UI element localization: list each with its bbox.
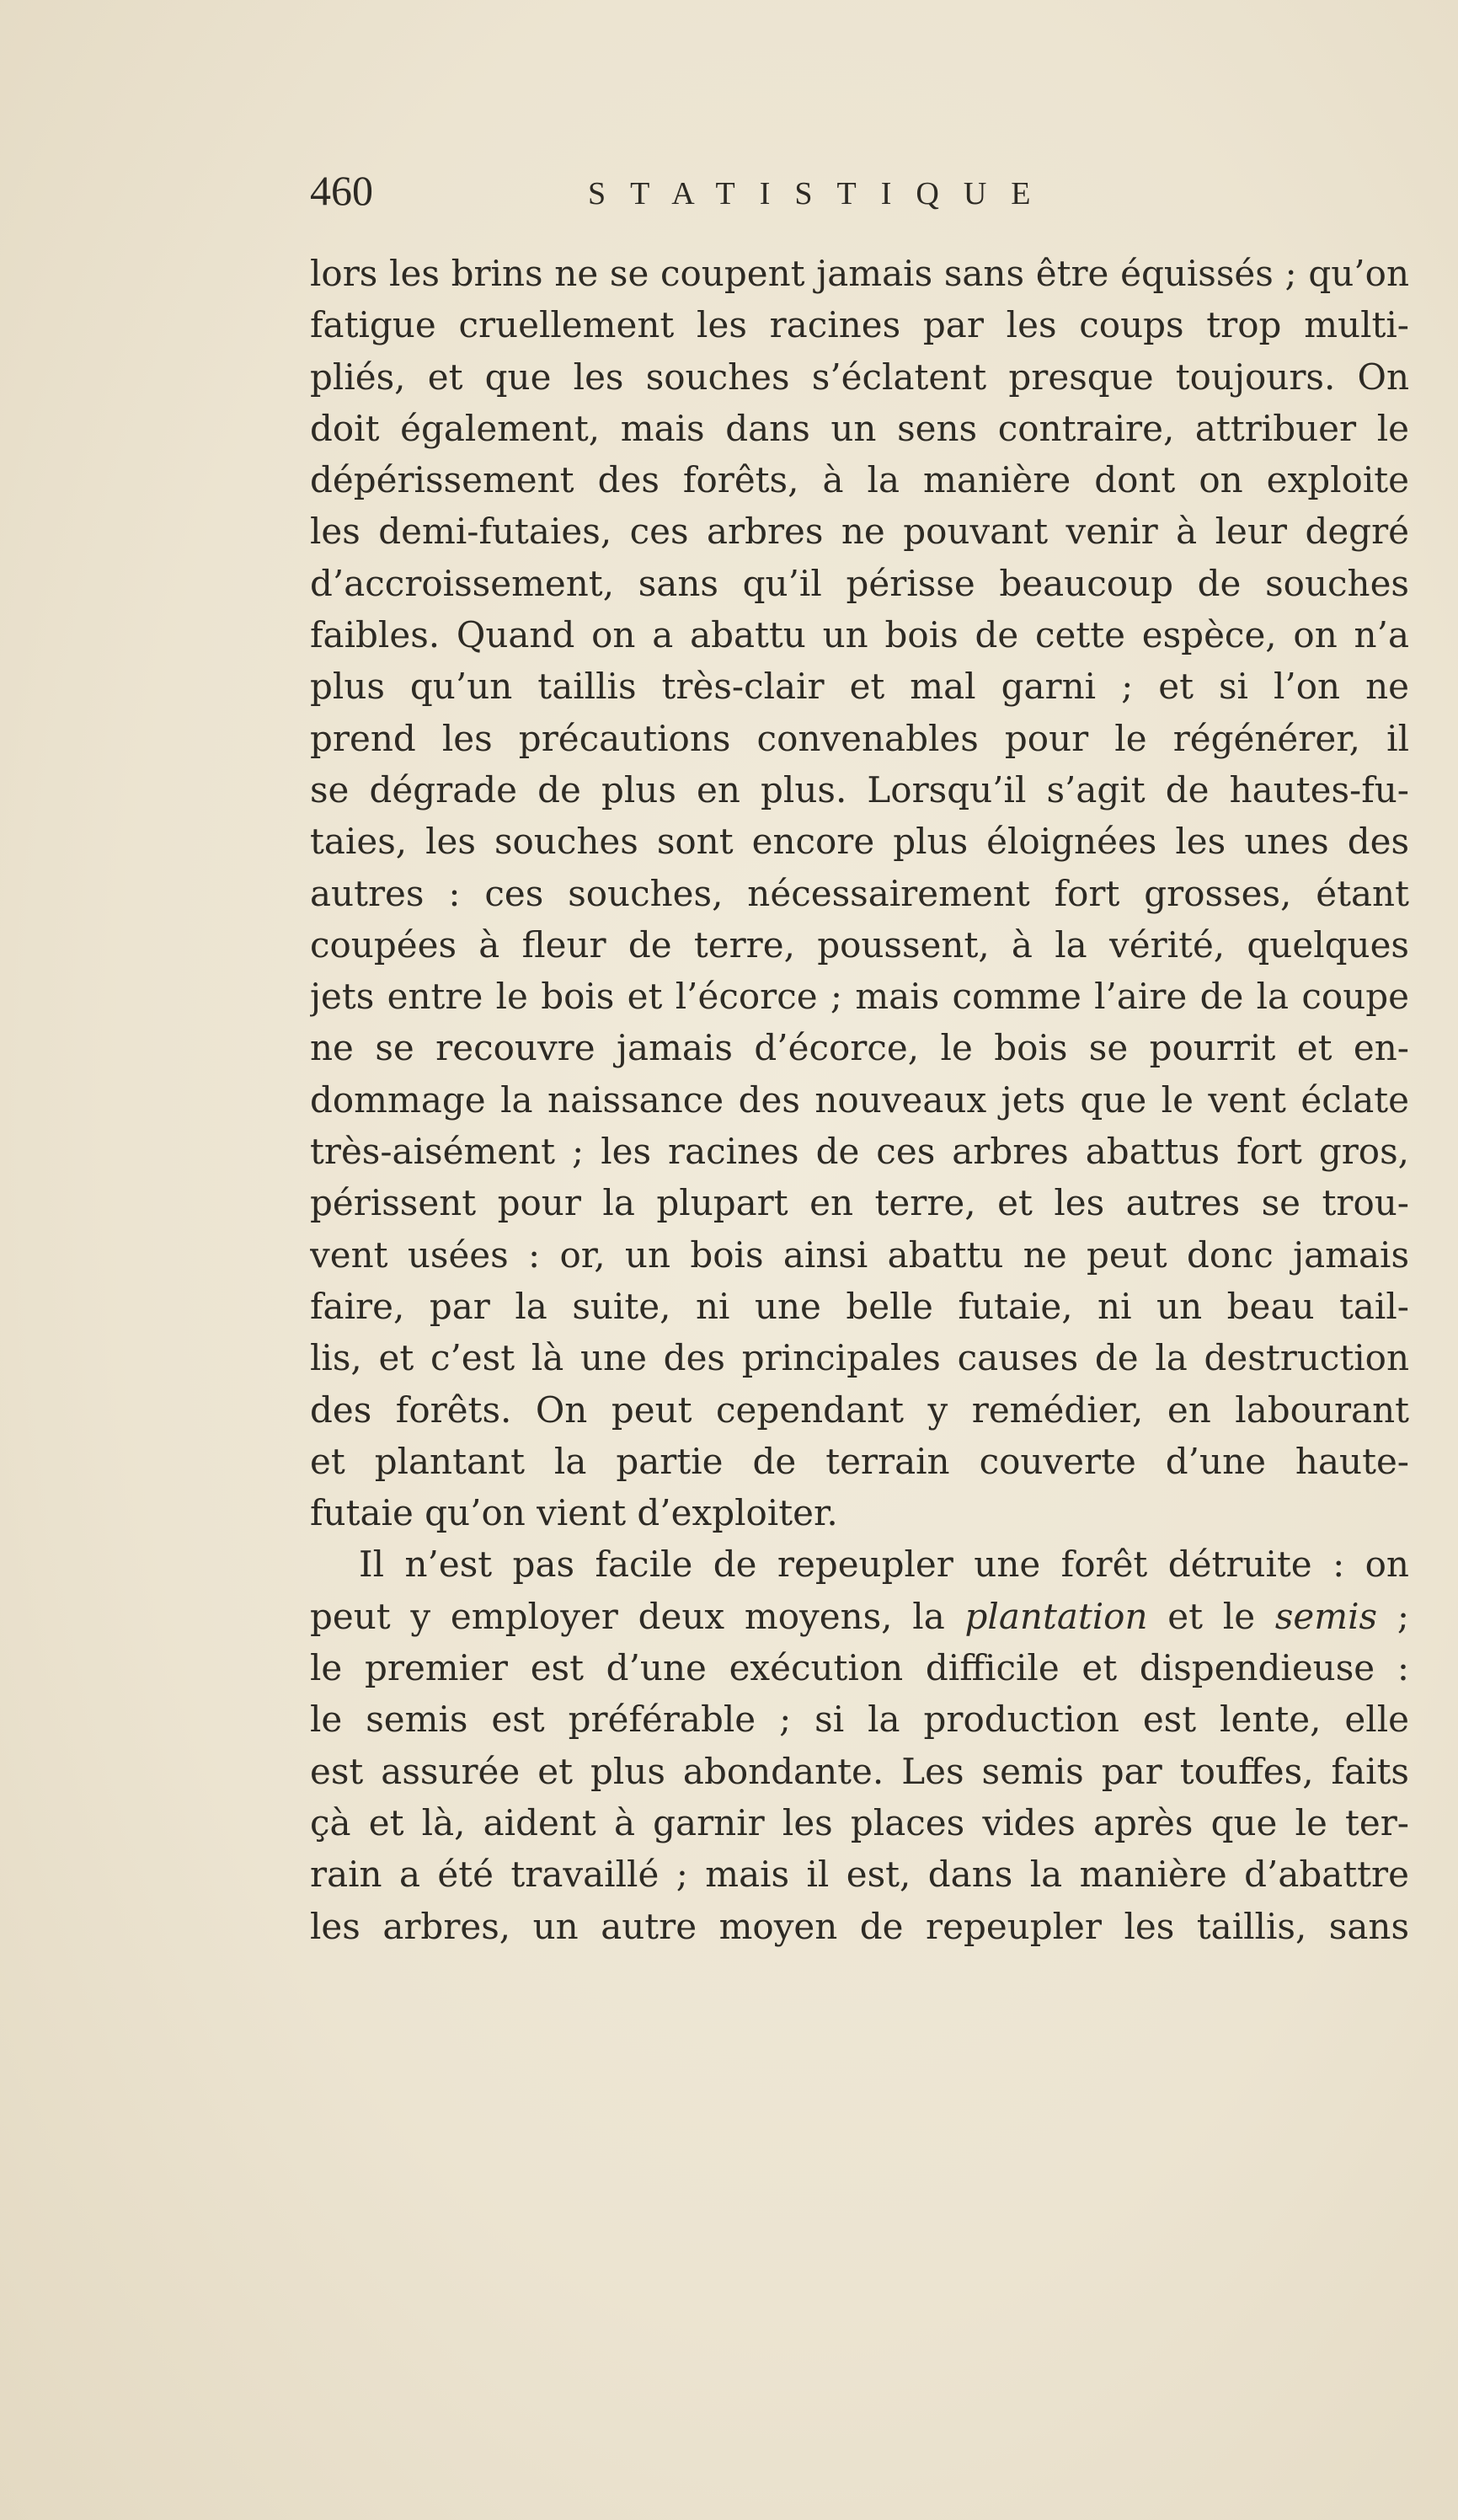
page-number: 460 [310,167,373,214]
page-header [310,165,1152,216]
text-line: des forêts. On peut cependant y remédier, en labourant [310,1388,1409,1431]
text-line: futaie qu’on vient d’exploiter. [310,1492,838,1534]
text-line: dommage la naissance des nouveaux jets que le vent éclate [310,1078,1409,1121]
text-line: prend les précautions convenables pour le régénérer, il [310,717,1409,759]
text-line: lors les brins ne se coupent jamais sans être équissés ; qu’on [310,253,1409,294]
italic-term-plantation: plantation [964,1595,1148,1637]
text-line: taies, les souches sont encore plus éloignées les unes des [310,821,1409,863]
text-line: lis, et c’est là une des principales causes de la destruction [310,1337,1409,1379]
text-line: çà et là, aident à garnir les places vides après que le ter- [310,1801,1409,1843]
text-line: se dégrade de plus en plus. Lorsqu’il s’agit de hautes-fu- [310,768,1409,811]
text-line: les arbres, un autre moyen de repeupler les taillis, sans [310,1905,1409,1947]
text-line: vent usées : or, un bois ainsi abattu ne peut donc jamais [310,1233,1409,1276]
text-line: doit également, mais dans un sens contraire, attribuer le [310,407,1409,449]
text-line: et plantant la partie de terrain couverte d’une haute- [310,1440,1409,1482]
text-line: très-aisément ; les racines de ces arbres abattus fort gros, [310,1131,1409,1173]
text-line: pliés, et que les souches s’éclatent presque toujours. On [310,356,1409,398]
text-span: et le [1147,1595,1275,1637]
text-line: ne se recouvre jamais d’écorce, le bois se pourrit et en- [310,1027,1409,1069]
text-line: le semis est préférable ; si la production est lente, elle [310,1699,1409,1741]
text-line: fatigue cruellement les racines par les coups trop multi- [310,304,1409,346]
text-line: plus qu’un taillis très-clair et mal garni ; et si l’on ne [310,666,1409,708]
text-span: peut y employer deux moyens, la [310,1595,965,1637]
text-line: périssent pour la plupart en terre, et les autres se trou- [310,1182,1409,1224]
text-line: faibles. Quand on a abattu un bois de cette espèce, on n’a [310,614,1409,656]
text-span: ; [1377,1595,1409,1637]
paragraph-2 [310,1538,1409,1951]
text-line: est assurée et plus abondante. Les semis par touffes, faits [310,1750,1409,1792]
text-line: dépérissement des forêts, à la manière dont on exploite [310,459,1409,501]
running-title: STATISTIQUE [588,176,1055,211]
text-line [310,1591,1409,1642]
text-line: autres : ces souches, nécessairement fort grosses, étant [310,872,1409,914]
text-line: d’accroissement, sans qu’il périsse beaucoup de souches [310,562,1409,604]
body-text [310,248,1409,1952]
text-line: jets entre le bois et l’écorce ; mais comme l’aire de la coupe [310,976,1409,1018]
text-line: les demi-futaies, ces arbres ne pouvant venir à leur degré [310,511,1409,553]
text-line: faire, par la suite, ni une belle futaie, ni un beau tail- [310,1285,1409,1327]
text-line: le premier est d’une exécution difficile et dispendieuse : [310,1647,1409,1689]
italic-term-semis: semis [1274,1595,1378,1637]
paragraph-1 [310,248,1409,1538]
text-line: Il n’est pas facile de repeupler une forêt détruite : on [359,1544,1409,1586]
text-line: coupées à fleur de terre, poussent, à la vérité, quelques [310,923,1409,966]
text-line: rain a été travaillé ; mais il est, dans la manière d’abattre [310,1854,1409,1896]
